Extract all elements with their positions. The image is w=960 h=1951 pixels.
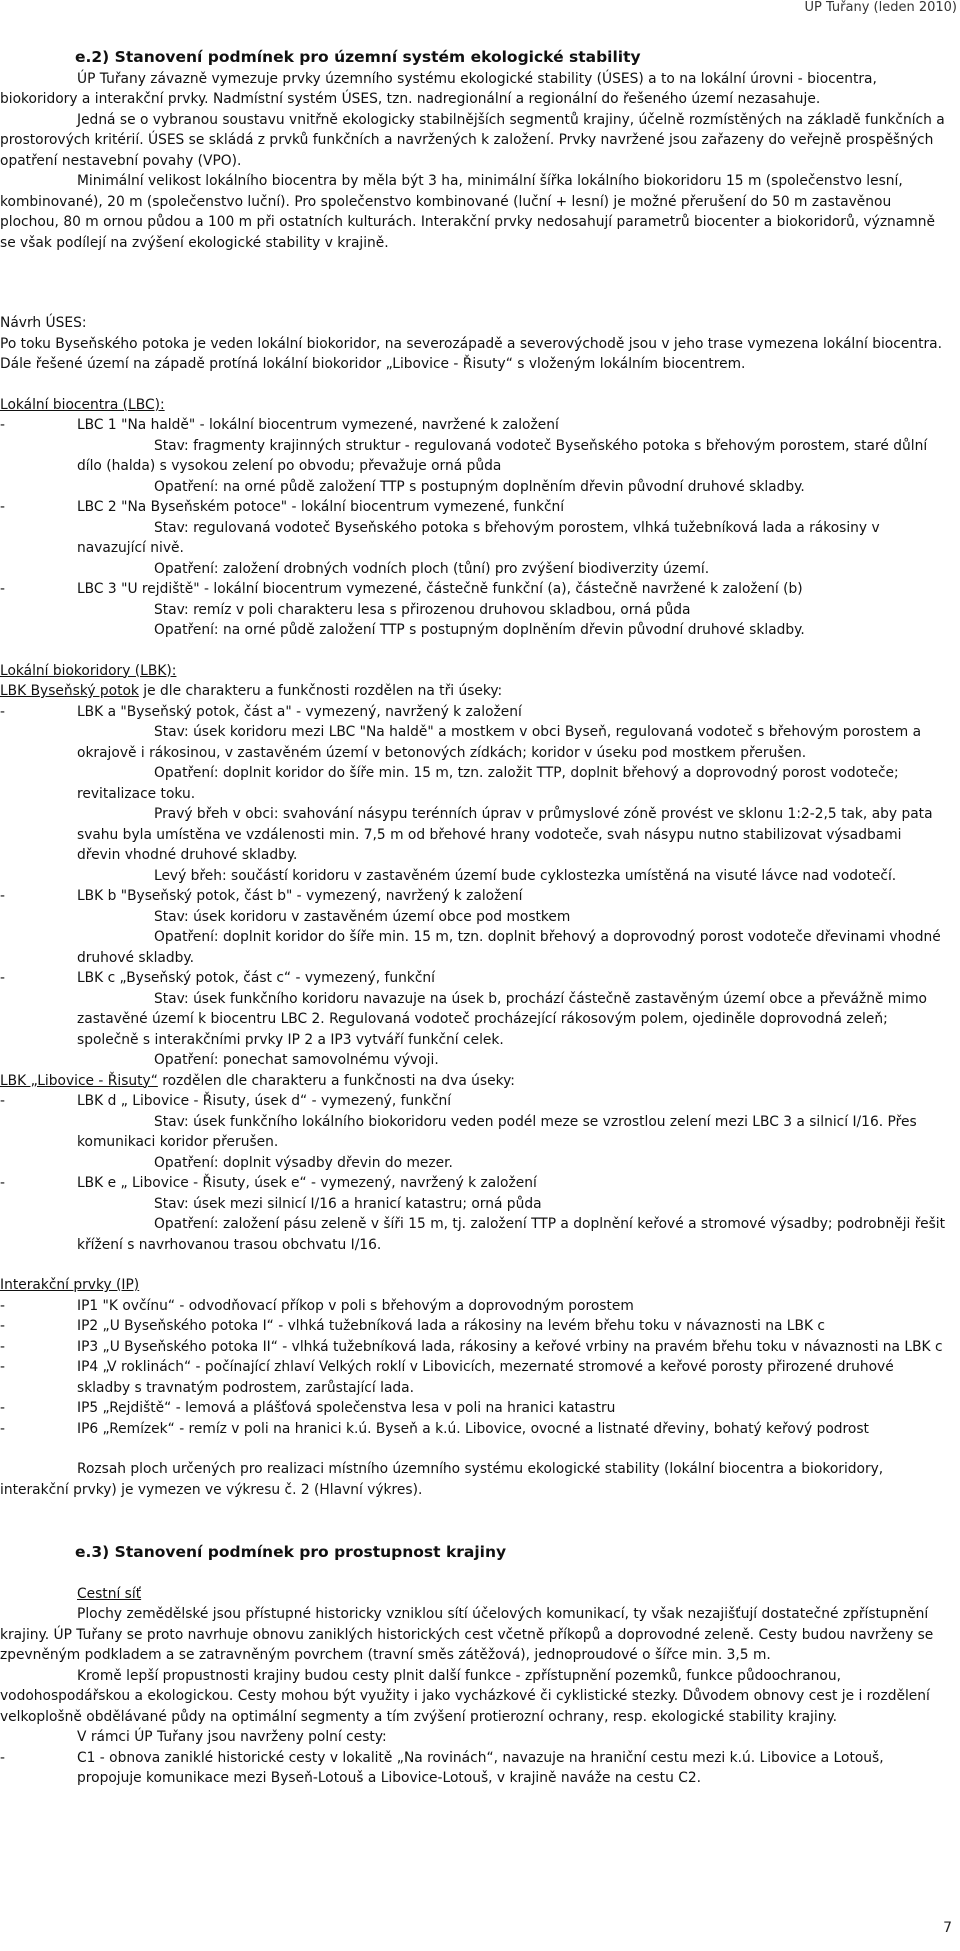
item-detail: Stav: úsek funkčního lokálního biokoridoru veden podél meze se vzrostlou zelení mezi LBC 3 a silnicí I/16. Přes komunikaci koridor přerušen. (77, 1113, 917, 1150)
list-item (0, 579, 948, 641)
list-dash: - (0, 1297, 5, 1314)
navrh-title: Návrh ÚSES: (0, 315, 87, 331)
list-dash: - (0, 1338, 5, 1355)
list-dash: - (0, 888, 5, 904)
list-item (0, 886, 948, 968)
item-text: IP2 „U Byseňského potoka I“ - vlhká tužebníková lada a rákosiny na levém břehu toku v návaznosti na LBK c (77, 1318, 825, 1334)
ip-list (0, 1296, 948, 1440)
lbk-libovice-intro (0, 1071, 948, 1092)
list-dash: - (0, 1175, 5, 1191)
item-detail: Opatření: založení pásu zeleně v šíři 15 m, tj. založení TTP a doplnění keřové a stromové výsadby; podrobněji řešit křížení s navrhovanou trasou obchvatu I/16. (77, 1216, 946, 1253)
lbk-bysen-list (0, 702, 948, 1071)
closing-paragraph: Rozsah ploch určených pro realizaci místního územního systému ekologické stability (lokální biocentra a biokoridory, interakční prvky) je vymezen ve výkresu č. 2 (Hlavní výkres). (0, 1461, 884, 1498)
page-number: 7 (943, 1920, 952, 1936)
subtitle-cestni-sit (0, 1584, 948, 1605)
list-dash: - (0, 1400, 5, 1416)
list-dash: - (0, 499, 5, 515)
item-detail: Opatření: doplnit koridor do šíře min. 15 m, tzn. založit TTP, doplnit břehový a doprovodný porost vodoteče; revitalizace toku. (77, 765, 899, 802)
item-detail: Opatření: doplnit koridor do šíře min. 15 m, tzn. doplnit břehový a doprovodný porost vodoteče dřevinami vhodné druhové skladby. (77, 929, 941, 966)
running-header: ÚP Tuřany (leden 2010) (804, 0, 957, 15)
item-detail: Opatření: ponechat samovolnému vývoji. (154, 1052, 439, 1068)
item-detail: Stav: fragmenty krajinných struktur - regulovaná vodoteč Byseňského potoka s břehovým porostem, staré důlní dílo (halda) s vysokou zelení po obvodu; převažuje orná půda (77, 437, 928, 474)
lbc-title: Lokální biocentra (LBC): (0, 396, 165, 413)
list-dash: - (0, 1359, 5, 1375)
paragraph: V rámci ÚP Tuřany jsou navrženy polní cesty: (77, 1729, 387, 1745)
lbk-title: Lokální biokoridory (LBK): (0, 662, 177, 679)
list-item (0, 1419, 948, 1440)
list-item (0, 1337, 948, 1358)
list-item (0, 415, 948, 497)
section-heading-e3: e.3) Stanovení podmínek pro prostupnost krajiny (75, 1543, 507, 1561)
list-dash: - (0, 970, 5, 986)
paragraph: Kromě lepší propustnosti krajiny budou cesty plnit další funkce - zpřístupnění pozemků, funkce půdoochranou, vodohospodářskou a ekologickou. Cesty mohou být využity i jako vycházkové či cyklistické stezky. Důvodem obnovy cest je i rozdělení velkoplošně obdělávané půdy na optimální segmenty a tím zvýšení protierozní ochrany, resp. ekologické stability krajiny. (0, 1667, 930, 1725)
paragraph: Jedná se o vybranou soustavu vnitřně ekologicky stabilnějších segmentů krajiny, účelně rozmístěných na základě funkčních a prostorových kritérií. ÚSES se skládá z prvků funkčních a navržených k založení. Prvky navržené jsou zařazeny do veřejně prospěšných opatření nestavební povahy (VPO). (0, 111, 945, 169)
lbk-bysen-intro (0, 681, 948, 702)
item-heading: LBK b "Byseňský potok, část b" - vymezený, navržený k založení (77, 888, 523, 904)
item-detail: Stav: úsek mezi silnicí I/16 a hranicí katastru; orná půda (154, 1195, 542, 1212)
item-detail: Stav: regulovaná vodoteč Byseňského potoka s břehovým porostem, vlhká tužebníková lada a rákosiny v navazující nivě. (77, 519, 880, 556)
list-item (0, 497, 948, 579)
list-dash: - (0, 1420, 5, 1437)
item-text: IP5 „Rejdiště“ - lemová a plášťová společenstva lesa v poli na hranici katastru (77, 1400, 616, 1416)
list-item (0, 1091, 948, 1173)
item-text: IP4 „V roklinách“ - počínající zhlaví Velkých roklí v Libovicích, mezernaté stromové a keřové porosty přirozené druhové skladby s travnatým podrostem, zarůstající lada. (77, 1359, 894, 1396)
item-detail: Opatření: na orné půdě založení TTP s postupným doplněním dřevin původní druhové skladby. (154, 622, 805, 638)
item-detail: Pravý břeh v obci: svahování násypu terénních úprav v průmyslové zóně provést ve sklonu 1:2-2,5 tak, aby pata svahu byla umístěna ve vzdálenosti min. 7,5 m od břehové hrany vodoteče, svah násypu nutno stabilizovat výsadbami dřevin vhodné druhové skladby. (77, 806, 933, 863)
item-heading: LBK d „ Libovice - Řisuty, úsek d“ - vymezený, funkční (77, 1093, 452, 1109)
item-detail: Stav: úsek koridoru mezi LBC "Na haldě" a mostkem v obci Byseň, regulovaná vodoteč s břehovým porostem a okrajově i rákosinou, v zastavěném území v betonových zídkách; koridor v úseku pod mostkem přerušen. (77, 724, 922, 761)
item-heading: LBC 1 "Na haldě" - lokální biocentrum vymezené, navržené k založení (77, 417, 559, 433)
item-detail: Opatření: na orné půdě založení TTP s postupným doplněním dřevin původní druhové skladby. (154, 478, 805, 495)
item-detail: Levý břeh: součástí koridoru v zastavěném území bude cyklostezka umístěná na visuté lávce nad vodotečí. (154, 867, 897, 884)
list-item (0, 1316, 948, 1337)
item-heading: LBK e „ Libovice - Řisuty, úsek e“ - vymezený, navržený k založení (77, 1175, 537, 1191)
list-item (0, 968, 948, 1071)
paragraph: ÚP Tuřany závazně vymezuje prvky územního systému ekologické stability (ÚSES) a to na lokální úrovni - biocentra, biokoridory a interakční prvky. Nadmístní systém ÚSES, tzn. nadregionální a regionální do řešeného území nezasahuje. (0, 70, 877, 107)
list-item (0, 1173, 948, 1255)
ip-title: Interakční prvky (IP) (0, 1277, 140, 1293)
lbk-bysen-name: LBK Byseňský potok (0, 683, 139, 699)
lbk-libovice-name: LBK „Libovice - Řisuty“ (0, 1072, 158, 1089)
list-item (0, 1357, 948, 1398)
c-list (0, 1748, 948, 1789)
item-heading: LBK a "Byseňský potok, část a" - vymezený, navržený k založení (77, 703, 522, 720)
list-item (0, 1748, 948, 1789)
lbk-libovice-intro-text: rozdělen dle charakteru a funkčnosti na dva úseky: (157, 1072, 515, 1089)
item-detail: Stav: úsek koridoru v zastavěném území obce pod mostkem (154, 908, 571, 925)
list-dash: - (0, 1749, 5, 1766)
item-text: C1 - obnova zaniklé historické cesty v lokalitě „Na rovinách“, navazuje na hraniční cestu mezi k.ú. Libovice a Lotouš, propojuje komunikace mezi Byseň-Lotouš a Libovice-Lotouš, v krajině naváže na cestu C2. (77, 1749, 884, 1786)
item-text: IP3 „U Byseňského potoka II“ - vlhká tužebníková lada, rákosiny a keřové vrbiny na pravém břehu toku v návaznosti na LBK c (77, 1338, 943, 1355)
lbk-libovice-list (0, 1091, 948, 1255)
list-item (0, 702, 948, 887)
item-detail: Opatření: založení drobných vodních ploch (tůní) pro zvýšení biodiverzity území. (154, 560, 710, 577)
item-detail: Opatření: doplnit výsadby dřevin do mezer. (154, 1154, 453, 1171)
subtitle-cestni-sit-text: Cestní síť (77, 1585, 142, 1602)
list-dash: - (0, 581, 5, 597)
item-detail: Stav: úsek funkčního koridoru navazuje na úsek b, prochází částečně zastavěným území obce a převážně mimo zastavěné území k biocentru LBC 2. Regulovaná vodoteč procházející rákosovým polem, ojediněle doprovodná zeleň; společně s interakčními prvky IP 2 a IP3 vytváří funkční celek. (77, 990, 927, 1048)
list-dash: - (0, 417, 5, 433)
list-dash: - (0, 703, 5, 720)
paragraph: Po toku Byseňského potoka je veden lokální biokoridor, na severozápadě a severovýchodě jsou v jeho trase vymezena lokální biocentra. Dále řešené území na západě protíná lokální biokoridor „Libovice - Řisuty“ s vloženým lokálním biocentrem. (0, 335, 942, 372)
list-dash: - (0, 1093, 5, 1109)
list-item (0, 1296, 948, 1317)
section-heading-e2: e.2) Stanovení podmínek pro územní systém ekologické stability (75, 48, 641, 66)
item-heading: LBK c „Byseňský potok, část c“ - vymezený, funkční (77, 970, 435, 986)
lbc-list (0, 415, 948, 641)
paragraph: Plochy zemědělské jsou přístupné historicky vzniklou sítí účelových komunikací, ty však nezajišťují dostatečné zpřístupnění krajiny. ÚP Tuřany se proto navrhuje obnovu zaniklých historických cest včetně příkopů a doprovodné zeleně. Cesty budou navrženy se zpevněným podkladem a se zatravněným povrchem (travní směs zátěžová), jednoproudové o šířce min. 3,5 m. (0, 1606, 934, 1663)
item-heading: LBC 2 "Na Byseňském potoce" - lokální biocentrum vymezené, funkční (77, 499, 565, 515)
item-detail: Stav: remíz v poli charakteru lesa s přirozenou druhovou skladbou, orná půda (154, 601, 691, 618)
document-body (0, 47, 948, 1789)
item-text: IP1 "K ovčínu“ - odvodňovací příkop v poli s břehovým a doprovodným porostem (77, 1297, 634, 1314)
list-dash: - (0, 1318, 5, 1334)
list-item (0, 1398, 948, 1419)
lbk-bysen-intro-text: je dle charakteru a funkčnosti rozdělen na tři úseky: (138, 683, 503, 699)
item-text: IP6 „Remízek“ - remíz v poli na hranici k.ú. Byseň a k.ú. Libovice, ovocné a listnaté dřeviny, bohatý keřový podrost (77, 1420, 869, 1437)
paragraph: Minimální velikost lokálního biocentra by měla být 3 ha, minimální šířka lokálního biokoridoru 15 m (společenstvo lesní, kombinované), 20 m (společenstvo luční). Pro společenstvo kombinované (luční + lesní) je možné přerušení do 50 m zastavěnou plochou, 80 m ornou půdou a 100 m při ostatních kulturách. Interakční prvky nedosahují parametrů biocenter a biokoridorů, významně se však podílejí na zvýšení ekologické stability v krajině. (0, 173, 935, 251)
item-heading: LBC 3 "U rejdiště" - lokální biocentrum vymezené, částečně funkční (a), částečně navržené k založení (b) (77, 581, 803, 597)
